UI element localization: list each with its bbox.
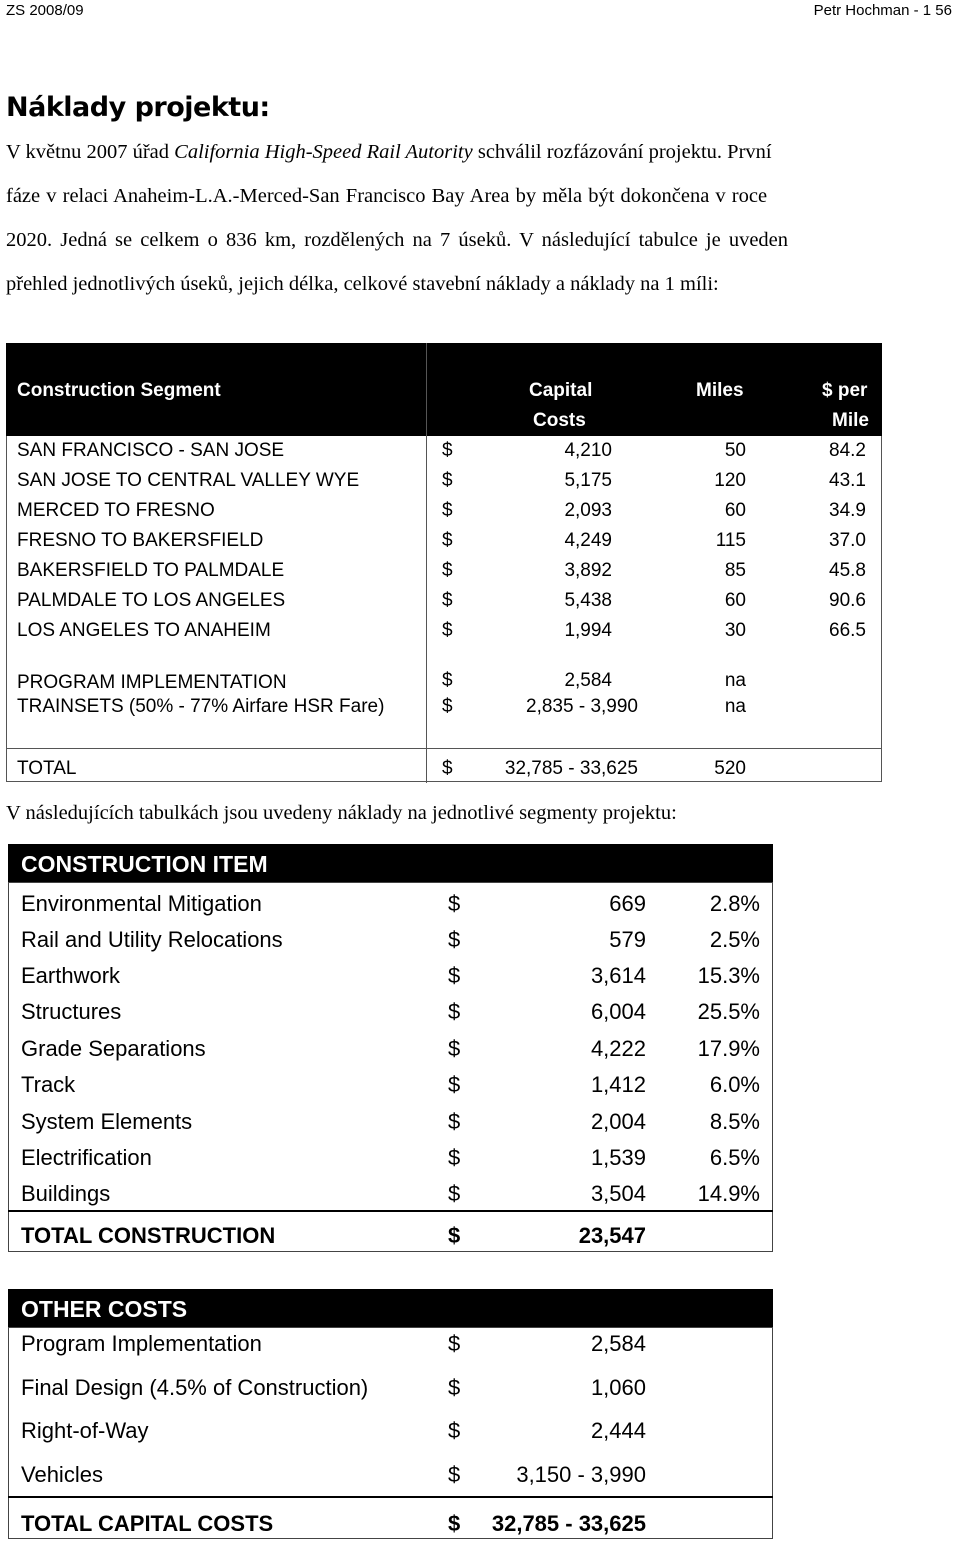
header-costs: Costs [533,410,586,431]
segment-cost: 4,249 [564,530,612,551]
other-cost-value: 1,060 [590,1375,646,1400]
running-header-left: ZS 2008/09 [6,2,84,19]
segment-miles: 85 [724,560,746,581]
other-costs-header: OTHER COSTS [21,1296,188,1322]
segment-name: FRESNO TO BAKERSFIELD [17,530,264,551]
currency-sign: $ [442,470,453,491]
other-cost-name: Program Implementation [21,1331,262,1356]
construction-item-share: 14.9% [697,1181,760,1206]
currency-sign: $ [442,670,453,691]
capital-total-label: TOTAL CAPITAL COSTS [21,1511,274,1536]
currency-sign: $ [448,963,461,988]
construction-item-share: 25.5% [697,999,760,1024]
currency-sign: $ [448,1331,461,1356]
segments-table [6,343,882,783]
segment-cost-per-mile: 34.9 [829,500,866,521]
extra-cost: 2,584 [564,670,612,691]
extra-name: TRAINSETS (50% - 77% Airfare HSR Fare) [17,696,385,717]
construction-item-name: System Elements [21,1109,193,1134]
segment-cost: 2,093 [564,500,612,521]
currency-sign: $ [448,1072,461,1097]
currency-sign: $ [442,590,453,611]
other-cost-value: 2,584 [590,1331,646,1356]
construction-table [8,844,773,1252]
currency-sign: $ [442,530,453,551]
construction-item-name: Rail and Utility Relocations [21,927,283,952]
extra-cost: 2,835 - 3,990 [526,696,638,717]
segment-name: BAKERSFIELD TO PALMDALE [17,560,285,581]
construction-item-name: Electrification [21,1145,152,1170]
segment-miles: 60 [724,590,746,611]
construction-item-name: Earthwork [21,963,121,988]
construction-header: CONSTRUCTION ITEM [21,851,268,877]
intro-line-2: fáze v relaci Anaheim-L.A.-Merced-San Francisco Bay Area by měla být dokončena v roce [6,185,768,207]
column-divider [426,343,427,783]
intro-line-4: přehled jednotlivých úseků, jejich délka, celkové stavební náklady a náklady na 1 míli: [6,273,719,295]
segment-cost-per-mile: 90.6 [829,590,866,611]
construction-item-value: 1,539 [590,1145,646,1170]
segment-miles: 60 [724,500,746,521]
construction-total-value: 23,547 [578,1223,646,1248]
total-miles: 520 [714,758,746,779]
other-cost-name: Vehicles [21,1462,103,1487]
construction-item-name: Environmental Mitigation [21,891,262,916]
segment-cost-per-mile: 66.5 [829,620,866,641]
other-costs-total-divider [8,1496,773,1498]
currency-sign: $ [442,500,453,521]
construction-item-share: 2.5% [709,927,760,952]
extra-miles: na [724,696,746,717]
other-costs-table [8,1289,773,1539]
other-cost-name: Right-of-Way [21,1418,149,1443]
construction-item-value: 2,004 [590,1109,646,1134]
segment-cost-per-mile: 45.8 [829,560,866,581]
header-per: $ per [822,380,868,401]
tables-intro: V následujících tabulkách jsou uvedeny náklady na jednotlivé segmenty projektu: [6,802,677,824]
extra-miles: na [724,670,746,691]
currency-sign: $ [448,891,461,916]
segment-name: PALMDALE TO LOS ANGELES [17,590,286,611]
currency-sign: $ [442,440,453,461]
construction-item-value: 3,504 [590,1181,646,1206]
capital-total-value: 32,785 - 33,625 [491,1511,646,1536]
total-divider [6,748,882,749]
currency-sign: $ [448,1145,461,1170]
segment-miles: 120 [714,470,746,491]
segment-cost-per-mile: 43.1 [829,470,866,491]
segment-cost: 5,175 [564,470,612,491]
running-header-right: Petr Hochman - 1 56 [813,2,952,19]
total-cost: 32,785 - 33,625 [504,758,638,779]
construction-item-value: 669 [609,891,646,916]
segment-cost: 1,994 [564,620,612,641]
header-miles: Miles [696,380,744,401]
currency-sign: $ [442,620,453,641]
segment-name: MERCED TO FRESNO [17,500,215,521]
currency-sign: $ [448,1375,461,1400]
construction-item-share: 8.5% [709,1109,760,1134]
construction-item-value: 1,412 [590,1072,646,1097]
segment-cost-per-mile: 37.0 [829,530,866,551]
currency-sign: $ [442,758,453,779]
construction-item-share: 15.3% [697,963,760,988]
segment-name: SAN JOSE TO CENTRAL VALLEY WYE [17,470,360,491]
construction-item-value: 4,222 [590,1036,646,1061]
construction-item-value: 3,614 [590,963,646,988]
construction-item-name: Grade Separations [21,1036,206,1061]
other-cost-value: 2,444 [590,1418,646,1443]
construction-item-value: 579 [609,927,646,952]
construction-item-share: 6.0% [709,1072,760,1097]
extra-name: PROGRAM IMPLEMENTATION [17,672,287,693]
segment-miles: 115 [715,530,746,551]
total-label: TOTAL [17,758,77,779]
construction-total-label: TOTAL CONSTRUCTION [21,1223,276,1248]
intro-line-1: V květnu 2007 úřad California High-Speed Rail Autority schválil rozfázování projektu. První [6,141,772,163]
construction-item-share: 17.9% [697,1036,760,1061]
segment-miles: 50 [724,440,746,461]
construction-item-name: Buildings [21,1181,111,1206]
currency-sign: $ [448,999,461,1024]
header-capital: Capital [529,380,593,401]
header-mile: Mile [832,410,869,431]
segment-miles: 30 [724,620,746,641]
other-cost-value: 3,150 - 3,990 [516,1462,646,1487]
currency-sign: $ [448,1462,461,1487]
segment-cost-per-mile: 84.2 [829,440,866,461]
construction-item-share: 2.8% [709,891,760,916]
intro-line-3: 2020. Jedná se celkem o 836 km, rozdělených na 7 úseků. V následující tabulce je uveden [6,229,789,251]
currency-sign: $ [448,1223,461,1248]
construction-item-name: Track [21,1072,76,1097]
other-cost-name: Final Design (4.5% of Construction) [21,1375,369,1400]
construction-item-value: 6,004 [590,999,646,1024]
currency-sign: $ [448,1511,461,1536]
segment-cost: 4,210 [564,440,612,461]
construction-total-divider [8,1210,773,1212]
currency-sign: $ [448,1109,461,1134]
segment-cost: 5,438 [564,590,612,611]
currency-sign: $ [442,696,453,717]
construction-item-name: Structures [21,999,122,1024]
construction-item-share: 6.5% [709,1145,760,1170]
segment-name: SAN FRANCISCO - SAN JOSE [17,440,285,461]
currency-sign: $ [448,1181,461,1206]
currency-sign: $ [448,1418,461,1443]
segment-cost: 3,892 [564,560,612,581]
currency-sign: $ [442,560,453,581]
section-title: Náklady projektu: [6,92,270,123]
currency-sign: $ [448,1036,461,1061]
currency-sign: $ [448,927,461,952]
header-segment: Construction Segment [17,380,221,401]
segment-name: LOS ANGELES TO ANAHEIM [17,620,271,641]
